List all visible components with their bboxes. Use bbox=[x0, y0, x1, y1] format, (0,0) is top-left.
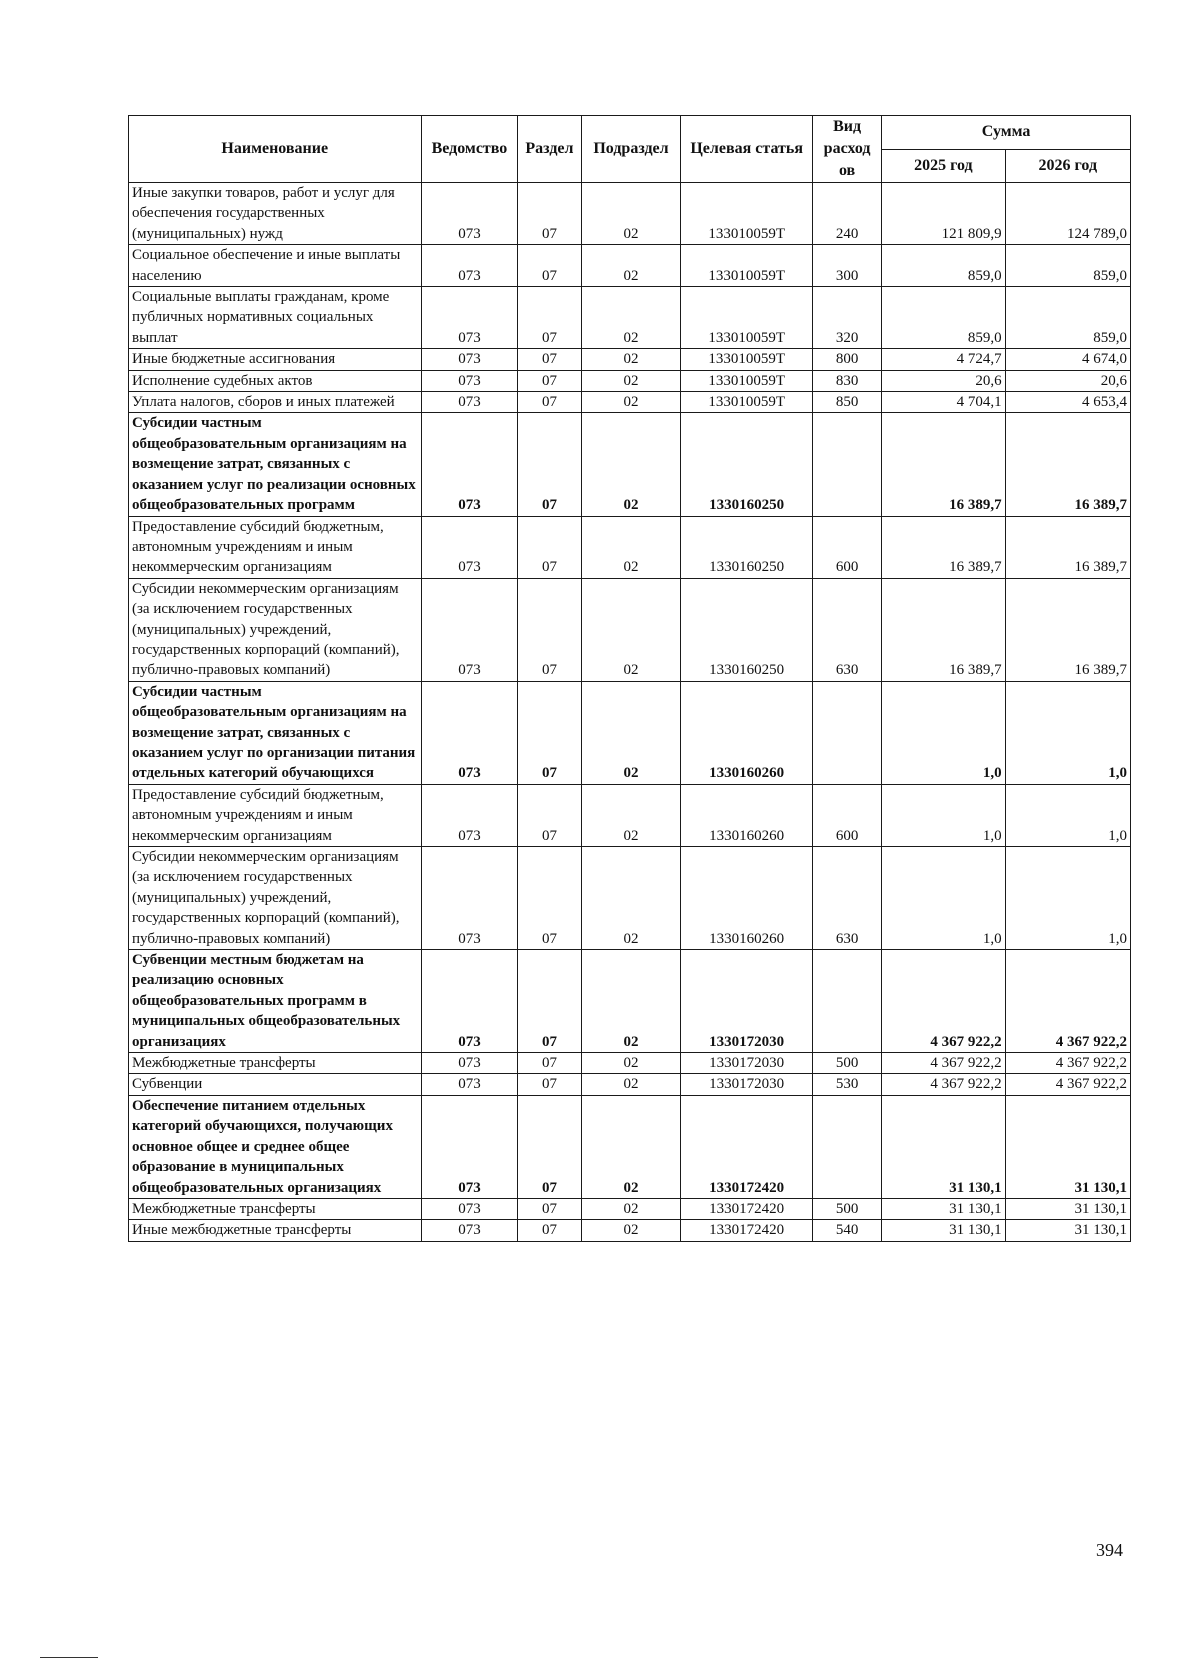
cell-subsection: 02 bbox=[581, 287, 681, 349]
cell-subsection: 02 bbox=[581, 183, 681, 245]
cell-subsection: 02 bbox=[581, 245, 681, 287]
cell-name: Межбюджетные трансферты bbox=[129, 1053, 422, 1074]
cell-name: Субсидии некоммерческим организациям (за исключением государственных (муниципальных) учреждений, государственных корпораций (компаний), публично-правовых компаний) bbox=[129, 578, 422, 681]
cell-department: 073 bbox=[421, 1198, 518, 1219]
cell-name: Иные бюджетные ассигнования bbox=[129, 349, 422, 370]
cell-target-article: 133010059Т bbox=[681, 370, 812, 391]
cell-section: 07 bbox=[518, 245, 581, 287]
header-year-2026: 2026 год bbox=[1005, 149, 1130, 183]
cell-amount-2025: 16 389,7 bbox=[882, 578, 1005, 681]
cell-department: 073 bbox=[421, 245, 518, 287]
cell-expense-type: 630 bbox=[812, 847, 881, 950]
cell-amount-2025: 4 367 922,2 bbox=[882, 1053, 1005, 1074]
header-target-article: Целевая статья bbox=[681, 116, 812, 183]
cell-amount-2026: 16 389,7 bbox=[1005, 516, 1130, 578]
cell-department: 073 bbox=[421, 349, 518, 370]
cell-target-article: 133010059Т bbox=[681, 183, 812, 245]
cell-amount-2025: 31 130,1 bbox=[882, 1095, 1005, 1198]
cell-section: 07 bbox=[518, 1198, 581, 1219]
cell-name: Субвенции bbox=[129, 1074, 422, 1095]
cell-amount-2026: 1,0 bbox=[1005, 681, 1130, 784]
cell-name: Иные межбюджетные трансферты bbox=[129, 1220, 422, 1241]
cell-department: 073 bbox=[421, 1095, 518, 1198]
cell-department: 073 bbox=[421, 1220, 518, 1241]
cell-amount-2025: 31 130,1 bbox=[882, 1220, 1005, 1241]
cell-amount-2026: 859,0 bbox=[1005, 287, 1130, 349]
table-row bbox=[129, 1095, 1131, 1198]
table-row bbox=[129, 287, 1131, 349]
cell-subsection: 02 bbox=[581, 413, 681, 516]
page-number: 394 bbox=[1096, 1540, 1123, 1560]
cell-amount-2026: 4 367 922,2 bbox=[1005, 950, 1130, 1053]
cell-expense-type: 600 bbox=[812, 784, 881, 846]
cell-target-article: 1330160260 bbox=[681, 681, 812, 784]
cell-amount-2025: 859,0 bbox=[882, 245, 1005, 287]
cell-subsection: 02 bbox=[581, 516, 681, 578]
cell-expense-type: 800 bbox=[812, 349, 881, 370]
cell-target-article: 1330160250 bbox=[681, 413, 812, 516]
table-header bbox=[129, 116, 1131, 183]
cell-target-article: 1330172420 bbox=[681, 1220, 812, 1241]
header-section: Раздел bbox=[518, 116, 581, 183]
table-row bbox=[129, 1053, 1131, 1074]
cell-expense-type: 500 bbox=[812, 1198, 881, 1219]
cell-section: 07 bbox=[518, 413, 581, 516]
cell-expense-type bbox=[812, 1095, 881, 1198]
cell-section: 07 bbox=[518, 516, 581, 578]
cell-expense-type: 600 bbox=[812, 516, 881, 578]
cell-subsection: 02 bbox=[581, 370, 681, 391]
cell-target-article: 133010059Т bbox=[681, 349, 812, 370]
cell-amount-2025: 1,0 bbox=[882, 847, 1005, 950]
cell-department: 073 bbox=[421, 370, 518, 391]
table-row bbox=[129, 578, 1131, 681]
cell-amount-2026: 4 367 922,2 bbox=[1005, 1074, 1130, 1095]
cell-department: 073 bbox=[421, 1053, 518, 1074]
cell-section: 07 bbox=[518, 370, 581, 391]
cell-department: 073 bbox=[421, 287, 518, 349]
cell-subsection: 02 bbox=[581, 847, 681, 950]
cell-amount-2026: 31 130,1 bbox=[1005, 1220, 1130, 1241]
cell-target-article: 133010059Т bbox=[681, 287, 812, 349]
cell-target-article: 1330172030 bbox=[681, 950, 812, 1053]
cell-amount-2025: 121 809,9 bbox=[882, 183, 1005, 245]
cell-name: Исполнение судебных актов bbox=[129, 370, 422, 391]
cell-target-article: 1330172420 bbox=[681, 1095, 812, 1198]
table-row bbox=[129, 681, 1131, 784]
cell-amount-2026: 16 389,7 bbox=[1005, 413, 1130, 516]
cell-department: 073 bbox=[421, 784, 518, 846]
cell-subsection: 02 bbox=[581, 578, 681, 681]
header-sum: Сумма bbox=[882, 116, 1131, 150]
table-row bbox=[129, 413, 1131, 516]
cell-subsection: 02 bbox=[581, 784, 681, 846]
cell-expense-type: 240 bbox=[812, 183, 881, 245]
cell-section: 07 bbox=[518, 847, 581, 950]
cell-name: Предоставление субсидий бюджетным, автономным учреждениям и иным некоммерческим организациям bbox=[129, 784, 422, 846]
cell-name: Субсидии частным общеобразовательным организациям на возмещение затрат, связанных с оказанием услуг по организации питания отдельных категорий обучающихся bbox=[129, 681, 422, 784]
cell-name: Субсидии некоммерческим организациям (за исключением государственных (муниципальных) учреждений, государственных корпораций (компаний), публично-правовых компаний) bbox=[129, 847, 422, 950]
table-row bbox=[129, 847, 1131, 950]
cell-expense-type: 530 bbox=[812, 1074, 881, 1095]
table-row bbox=[129, 784, 1131, 846]
cell-section: 07 bbox=[518, 1053, 581, 1074]
cell-name: Уплата налогов, сборов и иных платежей bbox=[129, 392, 422, 413]
cell-name: Субвенции местным бюджетам на реализацию основных общеобразовательных программ в муниципальных общеобразовательных организациях bbox=[129, 950, 422, 1053]
cell-section: 07 bbox=[518, 681, 581, 784]
table-row bbox=[129, 183, 1131, 245]
cell-expense-type: 300 bbox=[812, 245, 881, 287]
cell-target-article: 1330172030 bbox=[681, 1053, 812, 1074]
cell-expense-type: 540 bbox=[812, 1220, 881, 1241]
cell-section: 07 bbox=[518, 1095, 581, 1198]
header-expense-type: Вид расход ов bbox=[812, 116, 881, 183]
cell-subsection: 02 bbox=[581, 950, 681, 1053]
cell-amount-2025: 859,0 bbox=[882, 287, 1005, 349]
cell-department: 073 bbox=[421, 1074, 518, 1095]
cell-amount-2026: 16 389,7 bbox=[1005, 578, 1130, 681]
cell-amount-2025: 16 389,7 bbox=[882, 413, 1005, 516]
cell-department: 073 bbox=[421, 183, 518, 245]
cell-department: 073 bbox=[421, 413, 518, 516]
table-row bbox=[129, 516, 1131, 578]
cell-amount-2026: 1,0 bbox=[1005, 847, 1130, 950]
cell-amount-2025: 4 704,1 bbox=[882, 392, 1005, 413]
cell-department: 073 bbox=[421, 578, 518, 681]
cell-expense-type: 500 bbox=[812, 1053, 881, 1074]
cell-amount-2026: 4 653,4 bbox=[1005, 392, 1130, 413]
cell-subsection: 02 bbox=[581, 349, 681, 370]
cell-name: Обеспечение питанием отдельных категорий обучающихся, получающих основное общее и среднее общее образование в муниципальных общеобразовательных организациях bbox=[129, 1095, 422, 1198]
cell-expense-type bbox=[812, 950, 881, 1053]
header-subsection: Подраздел bbox=[581, 116, 681, 183]
budget-table bbox=[128, 115, 1131, 1242]
cell-subsection: 02 bbox=[581, 1198, 681, 1219]
cell-target-article: 1330160250 bbox=[681, 578, 812, 681]
table-row bbox=[129, 1198, 1131, 1219]
cell-amount-2026: 4 674,0 bbox=[1005, 349, 1130, 370]
cell-section: 07 bbox=[518, 1220, 581, 1241]
cell-amount-2025: 4 367 922,2 bbox=[882, 1074, 1005, 1095]
table-row bbox=[129, 349, 1131, 370]
cell-expense-type: 830 bbox=[812, 370, 881, 391]
cell-expense-type: 850 bbox=[812, 392, 881, 413]
cell-section: 07 bbox=[518, 578, 581, 681]
header-name: Наименование bbox=[129, 116, 422, 183]
cell-target-article: 1330172030 bbox=[681, 1074, 812, 1095]
table-row bbox=[129, 245, 1131, 287]
cell-name: Социальные выплаты гражданам, кроме публичных нормативных социальных выплат bbox=[129, 287, 422, 349]
cell-name: Социальное обеспечение и иные выплаты населению bbox=[129, 245, 422, 287]
cell-subsection: 02 bbox=[581, 392, 681, 413]
cell-target-article: 1330160260 bbox=[681, 784, 812, 846]
cell-section: 07 bbox=[518, 392, 581, 413]
cell-amount-2026: 1,0 bbox=[1005, 784, 1130, 846]
cell-amount-2025: 4 724,7 bbox=[882, 349, 1005, 370]
table-body bbox=[129, 183, 1131, 1242]
cell-section: 07 bbox=[518, 287, 581, 349]
cell-subsection: 02 bbox=[581, 1095, 681, 1198]
cell-subsection: 02 bbox=[581, 1220, 681, 1241]
table-row bbox=[129, 1074, 1131, 1095]
cell-amount-2025: 1,0 bbox=[882, 784, 1005, 846]
cell-department: 073 bbox=[421, 950, 518, 1053]
cell-amount-2026: 20,6 bbox=[1005, 370, 1130, 391]
cell-name: Субсидии частным общеобразовательным организациям на возмещение затрат, связанных с оказанием услуг по реализации основных общеобразовательных программ bbox=[129, 413, 422, 516]
footer-rule bbox=[40, 1657, 98, 1658]
cell-expense-type bbox=[812, 413, 881, 516]
cell-amount-2026: 124 789,0 bbox=[1005, 183, 1130, 245]
cell-amount-2025: 16 389,7 bbox=[882, 516, 1005, 578]
cell-department: 073 bbox=[421, 847, 518, 950]
header-department: Ведомство bbox=[421, 116, 518, 183]
cell-section: 07 bbox=[518, 950, 581, 1053]
cell-section: 07 bbox=[518, 784, 581, 846]
cell-name: Предоставление субсидий бюджетным, автономным учреждениям и иным некоммерческим организациям bbox=[129, 516, 422, 578]
cell-amount-2026: 31 130,1 bbox=[1005, 1198, 1130, 1219]
cell-subsection: 02 bbox=[581, 681, 681, 784]
cell-amount-2026: 859,0 bbox=[1005, 245, 1130, 287]
cell-expense-type: 630 bbox=[812, 578, 881, 681]
cell-subsection: 02 bbox=[581, 1053, 681, 1074]
cell-amount-2025: 4 367 922,2 bbox=[882, 950, 1005, 1053]
cell-target-article: 133010059Т bbox=[681, 245, 812, 287]
cell-amount-2025: 1,0 bbox=[882, 681, 1005, 784]
table-row bbox=[129, 1220, 1131, 1241]
cell-section: 07 bbox=[518, 1074, 581, 1095]
cell-target-article: 133010059Т bbox=[681, 392, 812, 413]
cell-department: 073 bbox=[421, 392, 518, 413]
cell-section: 07 bbox=[518, 349, 581, 370]
cell-amount-2026: 31 130,1 bbox=[1005, 1095, 1130, 1198]
table-row bbox=[129, 950, 1131, 1053]
cell-subsection: 02 bbox=[581, 1074, 681, 1095]
cell-section: 07 bbox=[518, 183, 581, 245]
cell-target-article: 1330160260 bbox=[681, 847, 812, 950]
table-row bbox=[129, 392, 1131, 413]
cell-target-article: 1330160250 bbox=[681, 516, 812, 578]
table-row bbox=[129, 370, 1131, 391]
header-year-2025: 2025 год bbox=[882, 149, 1005, 183]
cell-department: 073 bbox=[421, 681, 518, 784]
cell-expense-type: 320 bbox=[812, 287, 881, 349]
cell-name: Межбюджетные трансферты bbox=[129, 1198, 422, 1219]
cell-amount-2026: 4 367 922,2 bbox=[1005, 1053, 1130, 1074]
cell-expense-type bbox=[812, 681, 881, 784]
cell-name: Иные закупки товаров, работ и услуг для обеспечения государственных (муниципальных) нужд bbox=[129, 183, 422, 245]
cell-department: 073 bbox=[421, 516, 518, 578]
cell-amount-2025: 20,6 bbox=[882, 370, 1005, 391]
cell-amount-2025: 31 130,1 bbox=[882, 1198, 1005, 1219]
cell-target-article: 1330172420 bbox=[681, 1198, 812, 1219]
